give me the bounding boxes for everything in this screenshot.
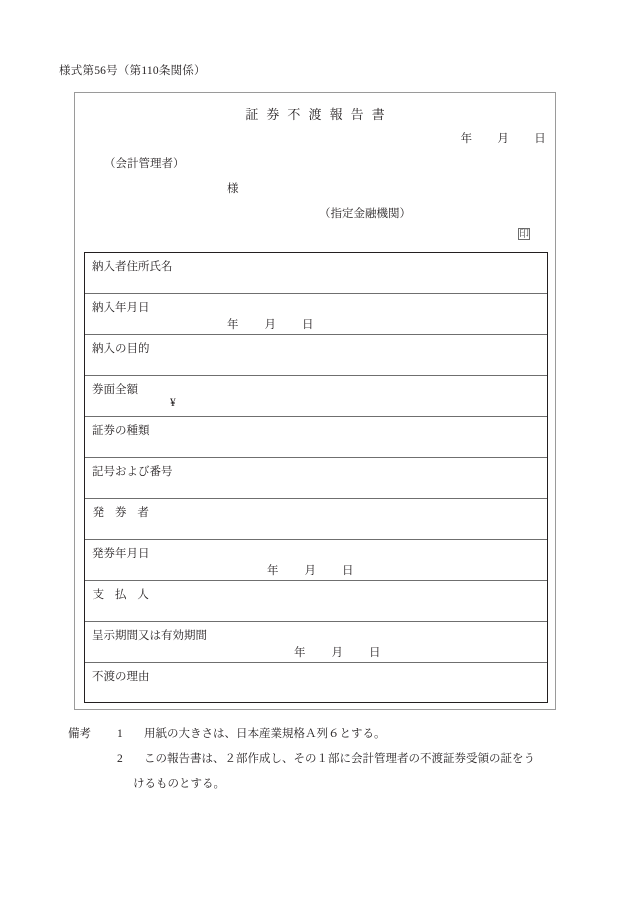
footnotes	[68, 722, 588, 797]
issuer-label: （指定金融機関）	[319, 208, 411, 220]
table-row	[85, 581, 547, 622]
table-row-entry-area[interactable]	[85, 376, 547, 416]
table-row	[85, 499, 547, 540]
addressee-honorific: 様	[227, 183, 239, 195]
header-date-line	[461, 130, 546, 146]
seal-stamp-icon: 印	[519, 229, 529, 240]
table-row-entry-area[interactable]	[85, 622, 547, 662]
table-row	[85, 253, 547, 294]
date-field-day: 日	[369, 647, 381, 659]
table-row-label: 発券年月日	[92, 548, 150, 560]
table-row-entry-area[interactable]	[85, 335, 547, 375]
table-row-label: 納入年月日	[92, 302, 150, 314]
table-row	[85, 540, 547, 581]
header-date-day: 日	[534, 133, 546, 145]
footnote-index: 1	[117, 728, 123, 740]
page-title: 証券不渡報告書	[245, 107, 393, 122]
date-field-year: 年	[294, 647, 306, 659]
table-row	[85, 458, 547, 499]
table-row-entry-area[interactable]	[85, 663, 547, 705]
date-field-month: 月	[264, 319, 276, 331]
date-field-day: 日	[342, 565, 354, 577]
table-row-label: 証券の種類	[92, 425, 150, 437]
table-row-label: 呈示期間又は有効期間	[92, 630, 207, 642]
date-field-year: 年	[227, 319, 239, 331]
table-row-entry-area[interactable]	[85, 294, 547, 334]
footnote-item	[68, 747, 588, 772]
table-row	[85, 376, 547, 417]
date-field-month: 月	[331, 647, 343, 659]
date-field-month: 月	[304, 565, 316, 577]
table-row-label: 発券者	[92, 507, 160, 519]
footnote-item	[68, 722, 588, 747]
date-field-day: 日	[302, 319, 314, 331]
table-row-label: 券面全額	[92, 384, 138, 396]
addressee-label: （会計管理者）	[104, 158, 185, 170]
table-row-entry-area[interactable]	[85, 540, 547, 580]
date-field-year: 年	[267, 565, 279, 577]
table-row	[85, 417, 547, 458]
table-row-label: 納入者住所氏名	[92, 261, 173, 273]
footnote-text: 用紙の大きさは、日本産業規格Ａ列６とする。	[144, 728, 386, 740]
table-row	[85, 663, 547, 705]
table-row	[85, 294, 547, 335]
footnote-text: この報告書は、２部作成し、その１部に会計管理者の不渡証券受領の証をう	[144, 753, 535, 765]
table-row	[85, 622, 547, 663]
header-date-year: 年	[460, 133, 473, 145]
footnote-continuation-text: けるものとする。	[133, 778, 225, 790]
form-table	[84, 252, 548, 703]
footnote-continuation-line	[68, 772, 588, 797]
form-number-label: 様式第56号（第110条関係）	[59, 65, 206, 77]
header-date-month: 月	[497, 133, 510, 145]
footnote-index: 2	[117, 753, 123, 765]
table-row-entry-area[interactable]	[85, 417, 547, 457]
table-row-label: 支払人	[92, 589, 160, 601]
table-row-entry-area[interactable]	[85, 458, 547, 498]
table-row-label: 記号および番号	[92, 466, 173, 478]
table-row-entry-area[interactable]	[85, 581, 547, 621]
form-heading-block	[74, 92, 556, 252]
table-row-label: 納入の目的	[92, 343, 150, 355]
table-row-label: 不渡の理由	[92, 671, 150, 683]
yen-currency-icon: ¥	[170, 397, 176, 409]
table-row	[85, 335, 547, 376]
footnotes-heading: 備考	[68, 728, 91, 740]
table-row-entry-area[interactable]	[85, 499, 547, 539]
table-row-entry-area[interactable]	[85, 253, 547, 293]
